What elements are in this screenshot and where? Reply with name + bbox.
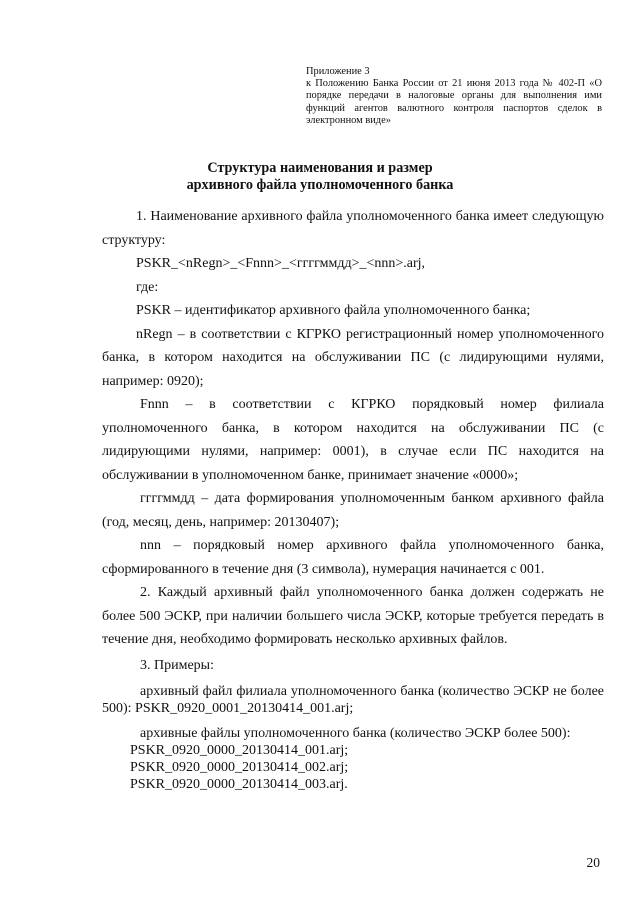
- example-filename-3: PSKR_0920_0000_20130414_003.arj.: [130, 777, 348, 792]
- annex-header: [306, 66, 602, 127]
- paragraph-limit: 2. Каждый архивный файл уполномоченного банка должен содержать не более 500 ЭСКР, при наличии большего числа ЭСКР, которые требуется передать в течение дня, необходимо формировать несколько архивных файлов.: [102, 585, 604, 647]
- definition-fnnn: Fnnn – в соответствии с КГРКО порядковый номер филиала уполномоченного банка, в котором находится на обслуживании ПС (с лидирующими нулями, например: 0001), в случае если ПС находится на обслуживании в уполномоченном банке, принимает значение «0000»;: [102, 397, 604, 483]
- example-filename-1: PSKR_0920_0000_20130414_001.arj;: [130, 743, 349, 758]
- title-line-2: архивного файла уполномоченного банка: [186, 177, 454, 193]
- definition-pskr: PSKR – идентификатор архивного файла уполномоченного банка;: [136, 303, 531, 318]
- filename-pattern: PSKR_<nRegn>_<Fnnn>_<ггггммдд>_<nnn>.arj,: [136, 256, 426, 271]
- annex-number: Приложение 3: [306, 66, 370, 77]
- paragraph-examples-heading: 3. Примеры:: [140, 657, 214, 673]
- document-title: [0, 160, 640, 194]
- example-branch-file: архивный файл филиала уполномоченного банка (количество ЭСКР не более 500): PSKR_0920_0001_20130414_001.arj;: [102, 684, 604, 716]
- example-bank-files-intro: архивные файлы уполномоченного банка (количество ЭСКР более 500):: [140, 726, 571, 741]
- definition-nregn: nRegn – в соответствии с КГРКО регистрационный номер уполномоченного банка, в котором находится на обслуживании ПС (с лидирующими нулями, например: 0920);: [102, 326, 604, 389]
- page-number: 20: [586, 855, 600, 870]
- document-body: [102, 205, 604, 793]
- annex-reference: к Положению Банка России от 21 июня 2013 года № 402-П «О порядке передачи в налоговые органы для выполнения ими функций агентов валютного контроля паспортов сделок в электронном виде»: [306, 78, 602, 126]
- definition-date: ггггммдд – дата формирования уполномоченным банком архивного файла (год, месяц, день, например: 20130407);: [102, 491, 604, 530]
- definition-nnn: nnn – порядковый номер архивного файла уполномоченного банка, сформированного в течение дня (3 символа), нумерация начинается с 001.: [102, 538, 604, 577]
- paragraph-where: где:: [136, 279, 159, 295]
- title-line-1: Структура наименования и размер: [207, 160, 433, 176]
- paragraph-structure-intro: 1. Наименование архивного файла уполномоченного банка имеет следующую структуру:: [102, 209, 604, 248]
- example-filename-2: PSKR_0920_0000_20130414_002.arj;: [130, 760, 349, 775]
